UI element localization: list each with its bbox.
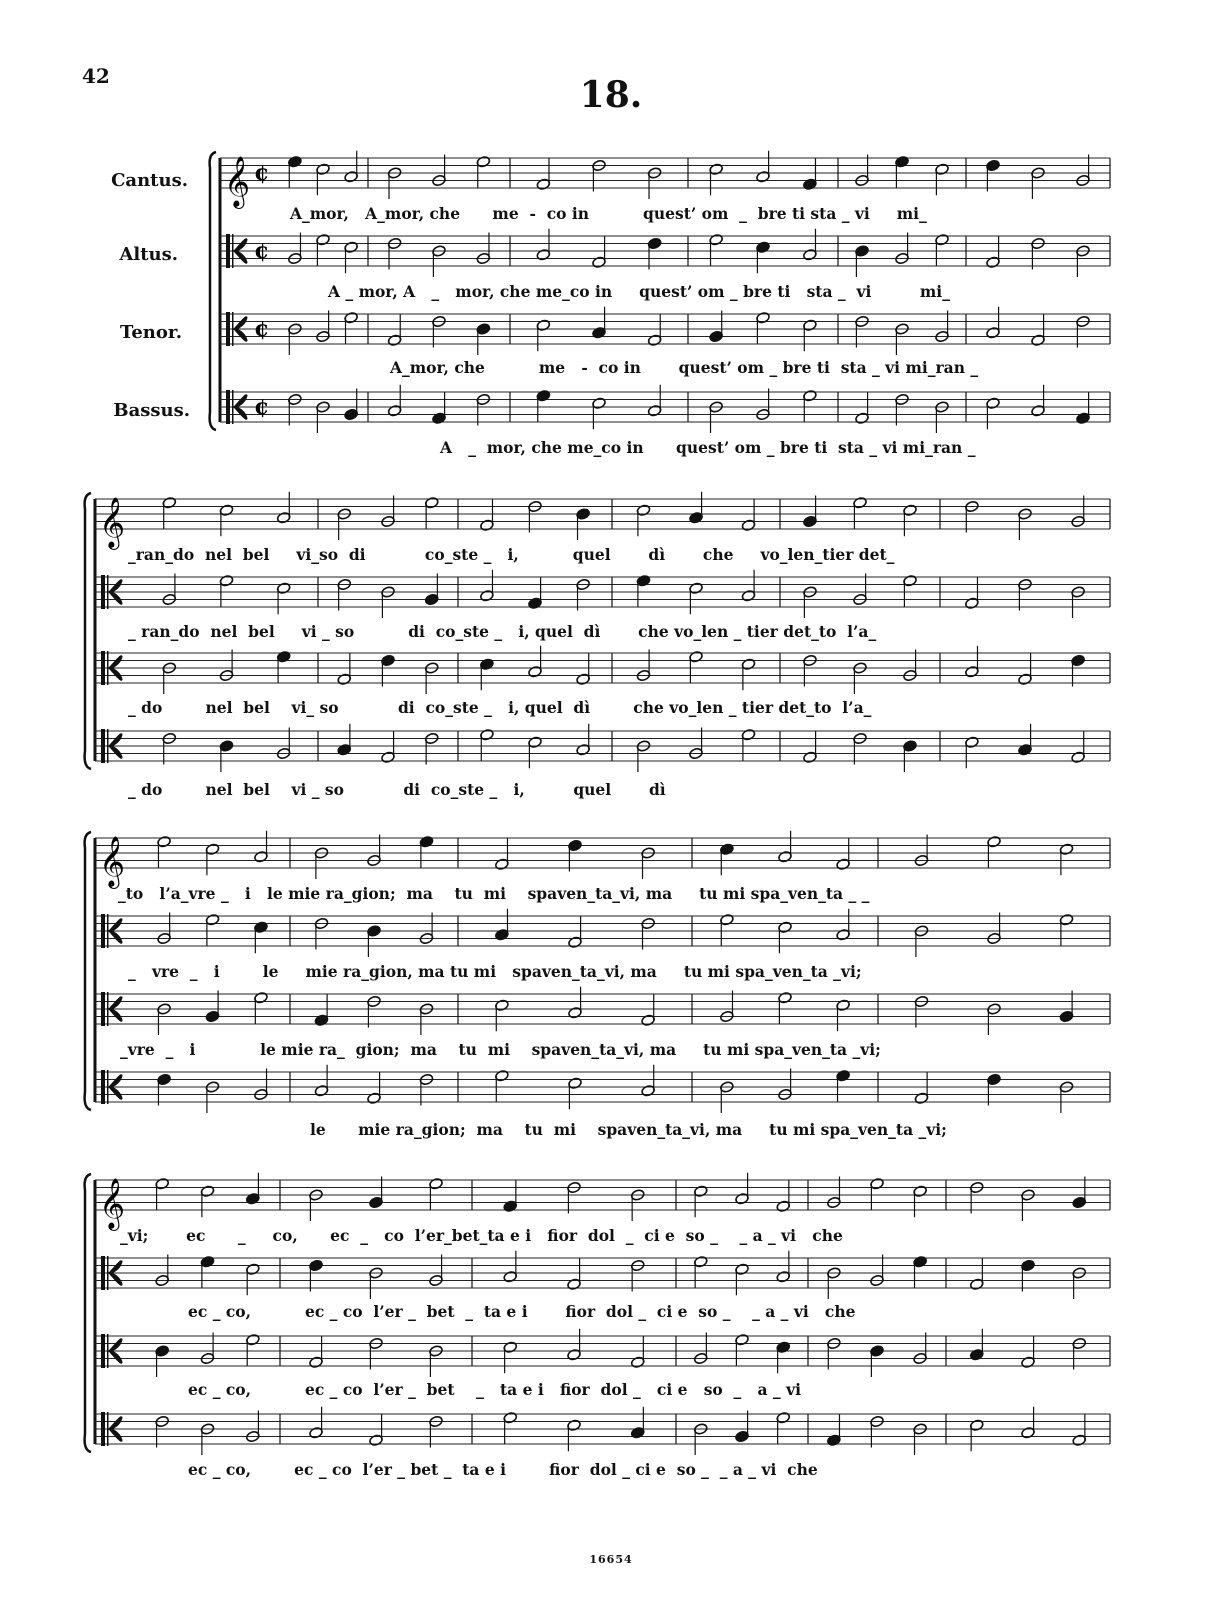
alto-clef-icon — [101, 651, 105, 685]
alto-clef-icon — [101, 914, 105, 948]
treble-clef-icon: 𝄞 — [99, 1178, 126, 1229]
piece-number: 18. — [579, 74, 643, 116]
cut-time-icon: ¢ — [254, 238, 270, 264]
cut-time-icon: ¢ — [254, 394, 270, 420]
alto-clef-icon — [226, 390, 230, 424]
lyric-s2-cantus: _ran_do nel bel vi_so di co_ste _ i, quel dì che vo_len_tier det_ — [128, 545, 895, 564]
system-bracket — [85, 832, 91, 1110]
page-number: 42 — [82, 64, 110, 88]
alto-clef-icon — [101, 1412, 105, 1446]
lyric-s1-cantus: A_mor, A_mor, che me - co in quest’ om _ bre ti sta _ vi mi_ — [290, 204, 927, 223]
voice-label-cantus: Cantus. — [111, 170, 188, 191]
system-bracket — [85, 1174, 91, 1452]
cut-time-icon: ¢ — [254, 316, 270, 342]
plate-number: 16654 — [589, 1553, 633, 1566]
lyric-s1-tenor: A_mor, che me - co in quest’ om _ bre ti sta _ vi mi_ran _ — [390, 358, 979, 377]
alto-clef-icon — [101, 992, 105, 1026]
treble-clef-icon: 𝄞 — [99, 836, 126, 887]
system-bracket — [210, 152, 216, 430]
system-bracket — [85, 493, 91, 769]
alto-clef-icon — [101, 1070, 105, 1104]
voice-label-bassus: Bassus. — [113, 400, 190, 421]
lyric-s3-altus: _ vre _ i le mie ra_gion, ma tu mi spaven_ta_vi, ma tu mi spa_ven_ta _vi; — [128, 962, 862, 981]
alto-clef-icon — [101, 575, 105, 609]
lyric-s4-altus: ec _ co, ec _ co l’er _ bet _ ta e i fior dol _ ci e so _ _ a _ vi che — [188, 1302, 856, 1321]
alto-clef-icon — [101, 1256, 105, 1290]
lyric-s4-bassus: ec _ co, ec _ co l’er _ bet _ ta e i fior dol _ ci e so _ _ a _ vi che — [188, 1460, 818, 1479]
lyric-s2-tenor: _ do nel bel vi_ so di co_ste _ i, quel dì che vo_len _ tier det_to l’a_ — [128, 698, 872, 717]
alto-clef-icon — [226, 312, 230, 346]
treble-clef-icon: 𝄞 — [99, 497, 126, 548]
cut-time-icon: ¢ — [254, 160, 270, 186]
alto-clef-icon — [101, 1334, 105, 1368]
lyric-s3-cantus: _to l’a_vre _ i le mie ra_gion; ma tu mi spaven_ta_vi, ma tu mi spa_ven_ta _ _ — [118, 884, 870, 903]
lyric-s1-bassus: A _ mor, che me_co in quest’ om _ bre ti sta _ vi mi_ran _ — [440, 438, 976, 457]
lyric-s1-altus: A _ mor, A _ mor, che me_co in quest’ om _ bre ti sta _ vi mi_ — [328, 282, 950, 301]
treble-clef-icon: 𝄞 — [224, 156, 251, 207]
lyric-s4-tenor: ec _ co, ec _ co l’er _ bet _ ta e i fior dol _ ci e so _ a _ vi — [188, 1380, 801, 1399]
lyric-s4-cantus: _vi; ec _ co, ec _ co l’er_bet_ta e i fior dol _ ci e so _ _ a _ vi che — [120, 1226, 843, 1245]
lyric-s3-bassus: le mie ra_gion; ma tu mi spaven_ta_vi, ma tu mi spa_ven_ta _vi; — [310, 1120, 947, 1139]
lyric-s3-tenor: _vre _ i le mie ra_ gion; ma tu mi spaven_ta_vi, ma tu mi spa_ven_ta _vi; — [120, 1040, 881, 1059]
lyric-s2-altus: _ ran_do nel bel vi _ so di co_ste _ i, quel dì che vo_len _ tier det_to l’a_ — [128, 622, 877, 641]
alto-clef-icon — [101, 729, 105, 763]
alto-clef-icon — [226, 234, 230, 268]
lyric-s2-bassus: _ do nel bel vi _ so di co_ste _ i, quel dì — [128, 780, 666, 799]
voice-label-altus: Altus. — [119, 244, 178, 265]
voice-label-tenor: Tenor. — [120, 322, 182, 343]
